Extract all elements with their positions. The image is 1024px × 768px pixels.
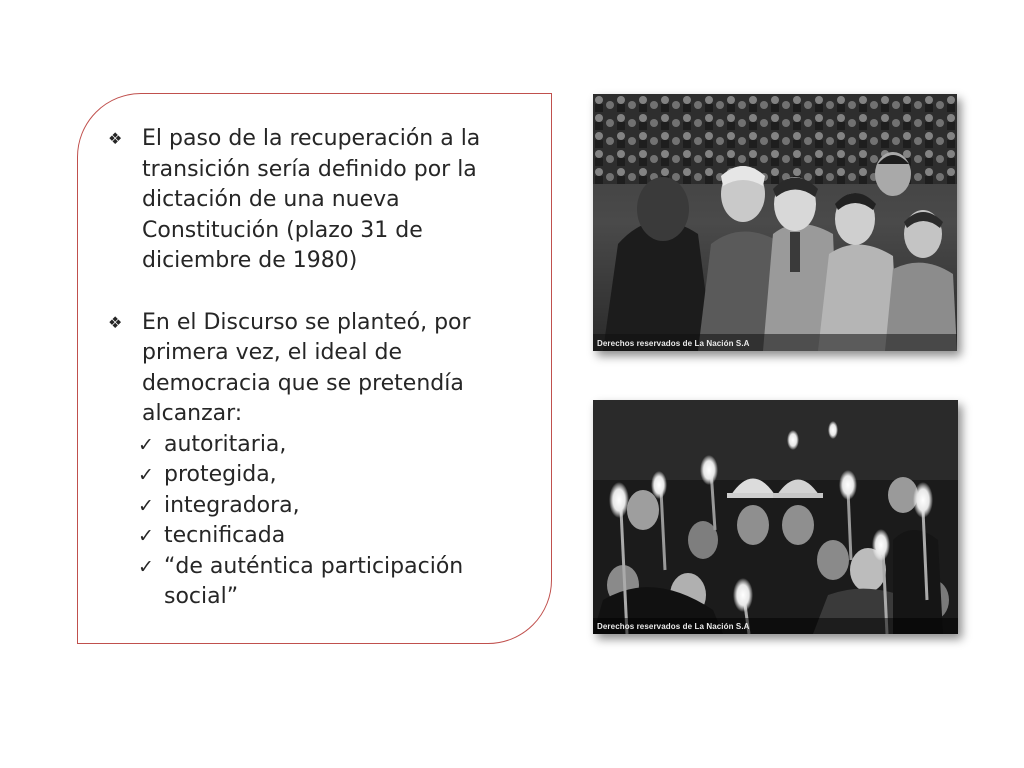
- list-item-text: autoritaria,: [164, 431, 287, 457]
- checkmark-icon: ✓: [138, 433, 154, 456]
- slide-content: [106, 124, 526, 613]
- checkmark-icon: ✓: [138, 555, 154, 578]
- photo-image: [593, 400, 958, 634]
- historical-photo-torch-march: [593, 400, 958, 634]
- checkmark-icon: ✓: [138, 464, 154, 486]
- photo-caption: Derechos reservados de La Nación S.A: [597, 339, 750, 348]
- bullet-democracy-ideal: [106, 308, 526, 430]
- bullet-text: El paso de la recuperación a la transición sería definido por la dictación de una nueva Constitución (plazo 31 de diciembre de 1980): [142, 126, 481, 273]
- list-item: [138, 491, 526, 522]
- photo-image: [593, 94, 957, 351]
- photo-caption: Derechos reservados de La Nación S.A: [597, 622, 750, 631]
- list-item: [138, 430, 526, 461]
- list-item: [138, 521, 526, 552]
- diamond-bullet-icon: ❖: [108, 129, 123, 148]
- list-item: [138, 552, 526, 613]
- bullet-constitution: [106, 124, 526, 277]
- list-item-text: integradora,: [164, 492, 300, 518]
- checkmark-icon: ✓: [138, 525, 154, 547]
- list-item: [138, 460, 526, 491]
- diamond-bullet-icon: ❖: [108, 312, 123, 332]
- list-item-text: tecnificada: [164, 523, 286, 548]
- democracy-attributes-list: [106, 430, 526, 613]
- list-item-text: “de auténtica participación social”: [164, 553, 464, 609]
- checkmark-icon: ✓: [138, 494, 154, 517]
- bullet-text: En el Discurso se planteó, por primera vez, el ideal de democracia que se pretendía alcanzar:: [142, 309, 471, 426]
- historical-photo-crowd-embrace: [593, 94, 957, 351]
- list-item-text: protegida,: [164, 462, 277, 487]
